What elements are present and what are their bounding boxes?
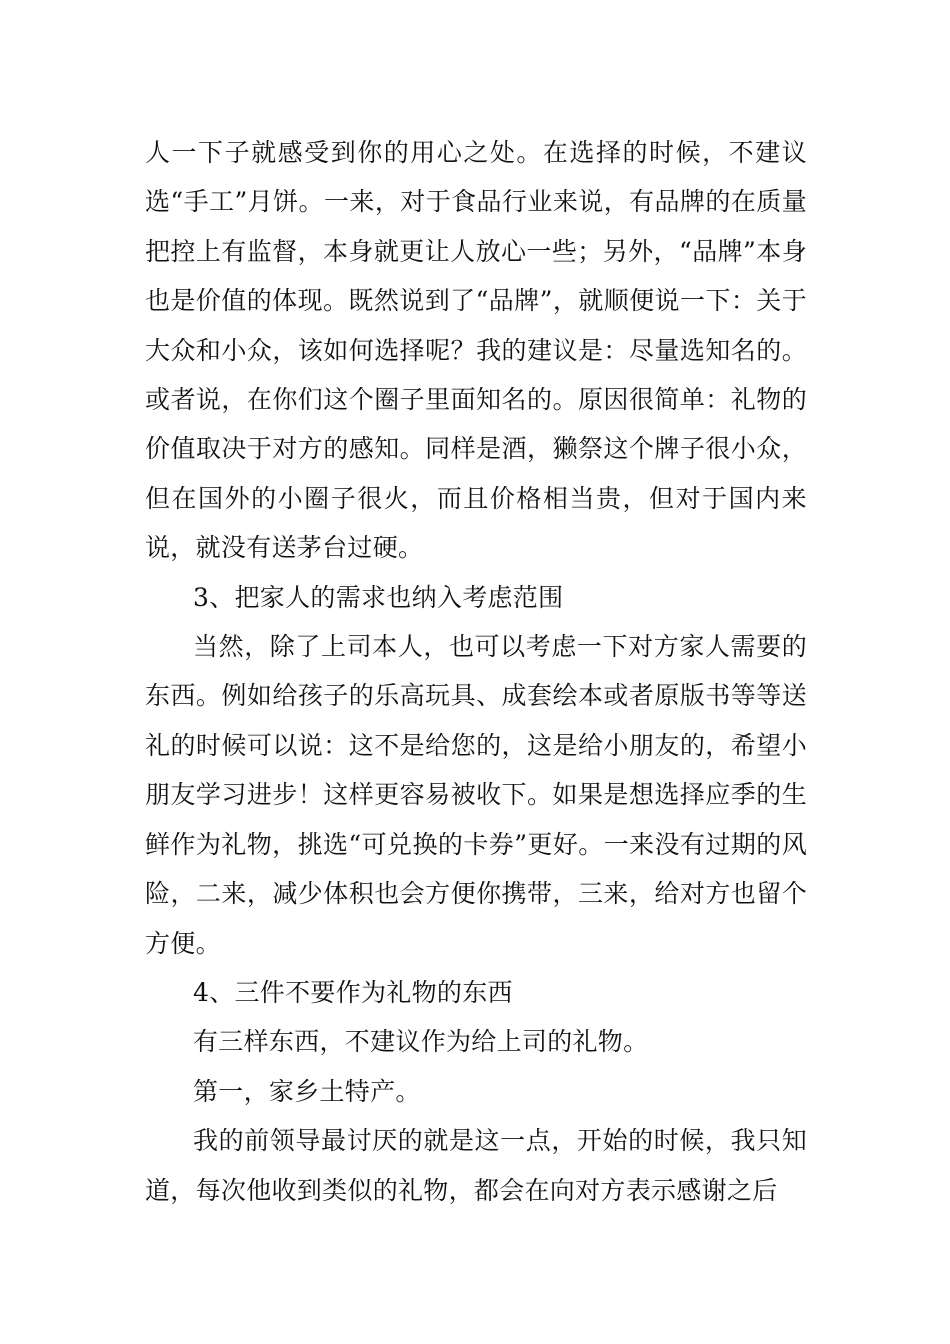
section-heading-3: 3、把家人的需求也纳入考虑范围	[193, 582, 564, 612]
section-heading-4: 4、三件不要作为礼物的东西	[193, 977, 513, 1007]
paragraph-three-items: 有三样东西，不建议作为给上司的礼物。	[193, 1027, 649, 1057]
paragraph-former-leader: 我的前领导最讨厌的就是这一点，开始的时候，我只知道，每次他收到类似的礼物，都会在向对方表示感谢之后	[145, 1126, 807, 1205]
paragraph-first-item: 第一，家乡土特产。	[193, 1076, 421, 1106]
paragraph-continuation: 人一下子就感受到你的用心之处。在选择的时候，不建议选“手工”月饼。一来，对于食品行业来说，有品牌的在质量把控上有监督，本身就更让人放心一些；另外，“品牌”本身也是价值的体现。既然说到了“品牌”，就顺便说一下：关于大众和小众，该如何选择呢？我的建议是：尽量选知名的。或者说，在你们这个圈子里面知名的。原因很简单：礼物的价值取决于对方的感知。同样是酒，獭祭这个牌子很小众，但在国外的小圈子很火，而且价格相当贵，但对于国内来说，就没有送茅台过硬。	[145, 138, 807, 563]
document-body	[145, 128, 807, 1215]
paragraph-family-needs: 当然，除了上司本人，也可以考虑一下对方家人需要的东西。例如给孩子的乐高玩具、成套绘本或者原版书等等送礼的时候可以说：这不是给您的，这是给小朋友的，希望小朋友学习进步！这样更容易被收下。如果是想选择应季的生鲜作为礼物，挑选“可兑换的卡券”更好。一来没有过期的风险，二来，减少体积也会方便你携带，三来，给对方也留个方便。	[145, 632, 807, 958]
